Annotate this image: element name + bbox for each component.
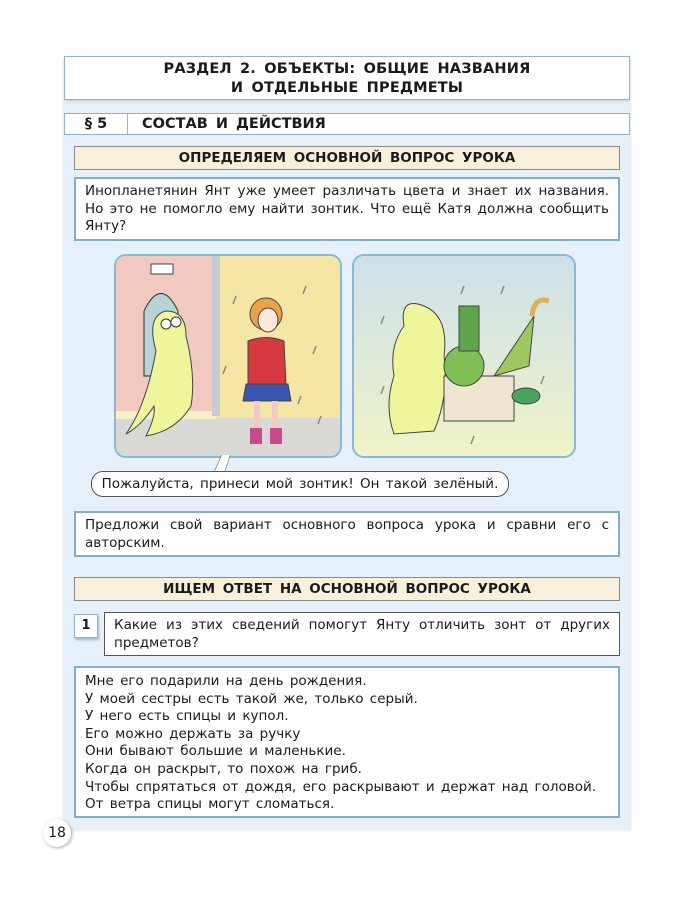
rain-scene-image — [116, 256, 340, 456]
section-title: СОСТАВ И ДЕЙСТВИЯ — [142, 116, 326, 132]
heading-find-answer: ИЩЕМ ОТВЕТ НА ОСНОВНОЙ ВОПРОС УРОКА — [74, 577, 620, 601]
list-item: Они бывают большие и маленькие. — [85, 743, 346, 760]
list-item: Когда он раскрыт, то похож на гриб. — [85, 760, 362, 777]
section-bar — [64, 113, 630, 135]
list-item: У моей сестры есть такой же, только серый. — [85, 690, 418, 707]
task-number-badge: 1 — [74, 614, 98, 638]
illustration-girl-and-alien — [114, 254, 342, 458]
list-item: Его можно держать за ручку — [85, 725, 301, 742]
list-item: От ветра спицы могут сломаться. — [85, 796, 335, 813]
question-text: Какие из этих сведений помогут Янту отличить зонт от других предметов? — [104, 612, 620, 656]
list-item: Мне его подарили на день рождения. — [85, 673, 367, 689]
illustration-alien-with-box — [352, 254, 576, 458]
speech-bubble: Пожалуйста, принеси мой зонтик! Он такой зелёный. — [91, 471, 509, 497]
task-suggest-question: Предложи свой вариант основного вопроса урока и сравни его с авторским. — [74, 511, 620, 557]
chapter-title-line2: И ОТДЕЛЬНЫЕ ПРЕДМЕТЫ — [230, 80, 464, 96]
list-item: У него есть спицы и купол. — [85, 708, 289, 725]
intro-text: Инопланетянин Янт уже умеет различать цвета и знает их названия. Но это не помогло ему найти зонтик. Что ещё Катя должна сообщить Янту? — [74, 177, 620, 241]
list-item: Чтобы спрятаться от дождя, его раскрывают и держат над головой. — [85, 778, 597, 795]
chapter-title-line1: РАЗДЕЛ 2. ОБЪЕКТЫ: ОБЩИЕ НАЗВАНИЯ — [163, 61, 531, 77]
section-number: § 5 — [65, 114, 128, 134]
heading-define-question: ОПРЕДЕЛЯЕМ ОСНОВНОЙ ВОПРОС УРОКА — [74, 146, 620, 170]
chapter-title — [64, 56, 630, 100]
alien-box-image — [354, 256, 574, 456]
page-number: 18 — [43, 819, 71, 847]
statements-list — [74, 666, 620, 818]
